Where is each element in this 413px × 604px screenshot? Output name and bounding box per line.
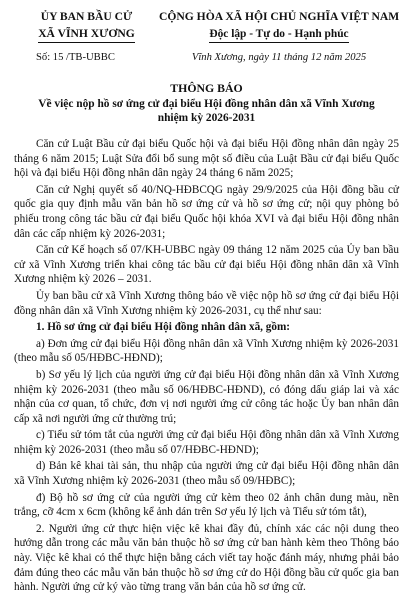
dossier-item: đ) Bộ hồ sơ ứng cử của người ứng cử kèm theo 02 ảnh chân dung màu, nền trắng, cỡ 4cm x 6cm (không kể ảnh dán trên Sơ yếu lý lịch và Tiểu sử tóm tắt), — [14, 491, 399, 519]
document-number: Số: 15 /TB-UBBC — [36, 52, 115, 63]
section-1-heading: 1. Hồ sơ ứng cử đại biểu Hội đồng nhân dân xã, gồm: — [36, 321, 290, 334]
authority-locality: XÃ VĨNH XƯƠNG — [38, 27, 135, 43]
legal-basis-paragraph: Căn cứ Kế hoạch số 07/KH-UBBC ngày 09 tháng 12 năm 2025 của Ủy ban bầu cử xã Vĩnh Xương triển khai công tác bầu cử đại biểu Hội đồng nhân dân xã Vĩnh Xương nhiệm kỳ 2026 – 2031. — [14, 244, 399, 286]
document-title: THÔNG BÁO — [170, 81, 243, 95]
document-header — [14, 10, 399, 63]
legal-basis-paragraph: Căn cứ Nghị quyết số 40/NQ-HĐBCQG ngày 29/9/2025 của Hội đồng bầu cử quốc gia quy định mẫu văn bản hồ sơ ứng cử và hồ sơ ứng cử; nội quy phòng bỏ phiếu trong công tác bầu cử đại biểu Quốc hội khóa XVI và đại biểu Hội đồng nhân dân các cấp nhiệm kỳ 2026-2031; — [14, 183, 399, 240]
dossier-item: d) Bản kê khai tài sản, thu nhập của người ứng cử đại biểu Hội đồng nhân dân xã Vĩnh Xương nhiệm kỳ 2026-2031 (theo mẫu số 09/HĐBC); — [14, 460, 399, 488]
legal-basis-paragraph: Căn cứ Luật Bầu cử đại biểu Quốc hội và đại biểu Hội đồng nhân dân ngày 25 tháng 6 năm 2015; Luật Sửa đổi bổ sung một số điều của Luật Bầu cử đại biểu Quốc hội và đại biểu Hội đồng nhân dân ngày 24 tháng 6 năm 2025; — [14, 138, 399, 180]
national-motto: Độc lập - Tự do - Hạnh phúc — [209, 27, 348, 43]
dossier-item: b) Sơ yếu lý lịch của người ứng cử đại biểu Hội đồng nhân dân xã Vĩnh Xương nhiệm kỳ 2026-2031 (theo mẫu số 06/HĐBC-HĐND), có đóng dấu giáp lai và xác nhận của cơ quan, tổ chức, đơn vị nơi người ứng cử công tác hoặc Ủy ban nhân dân cấp xã nơi người ứng cử thường trú; — [14, 368, 399, 425]
intro-paragraph: Ủy ban bầu cử xã Vĩnh Xương thông báo về việc nộp hồ sơ ứng cử đại biểu Hội đồng nhân dân xã Vĩnh Xương nhiệm kỳ 2026-2031, cụ thể như sau: — [14, 289, 399, 317]
dossier-item: c) Tiểu sử tóm tắt của người ứng cử đại biểu Hội đồng nhân dân xã Vĩnh Xương nhiệm kỳ 2026-2031 (theo mẫu số 07/HĐBC-HĐND); — [14, 429, 399, 456]
authority-name: ỦY BAN BẦU CỬ — [40, 10, 133, 23]
document-body — [14, 137, 399, 595]
national-header-block — [159, 10, 399, 63]
national-title: CỘNG HÒA XÃ HỘI CHỦ NGHĨA VIỆT NAM — [159, 10, 400, 23]
place-and-date: Vĩnh Xương, ngày 11 tháng 12 năm 2025 — [191, 52, 367, 63]
dossier-item: a) Đơn ứng cử đại biểu Hội đồng nhân dân xã Vĩnh Xương nhiệm kỳ 2026-2031 (theo mẫu số 05/HĐBC-HĐND); — [14, 337, 399, 365]
section-2-paragraph: 2. Người ứng cử thực hiện việc kê khai đầy đủ, chính xác các nội dung theo hướng dẫn trong các mẫu văn bản thuộc hồ sơ ứng cử ban hành kèm theo Thông báo này. Việc kê khai có thể thực hiện bằng cách viết tay hoặc đánh máy, nhưng phải bảo đảm đúng theo các mẫu văn bản thuộc hồ sơ ứng cử do Hội đồng bầu cử quốc gia ban hành. Người ứng cử ký vào từng trang văn bản của hồ sơ ứng cử. — [14, 522, 399, 594]
document-subtitle: Về việc nộp hồ sơ ứng cử đại biểu Hội đồng nhân dân xã Vĩnh Xương nhiệm kỳ 2026-2031 — [38, 98, 375, 124]
issuing-authority-block — [14, 10, 159, 63]
